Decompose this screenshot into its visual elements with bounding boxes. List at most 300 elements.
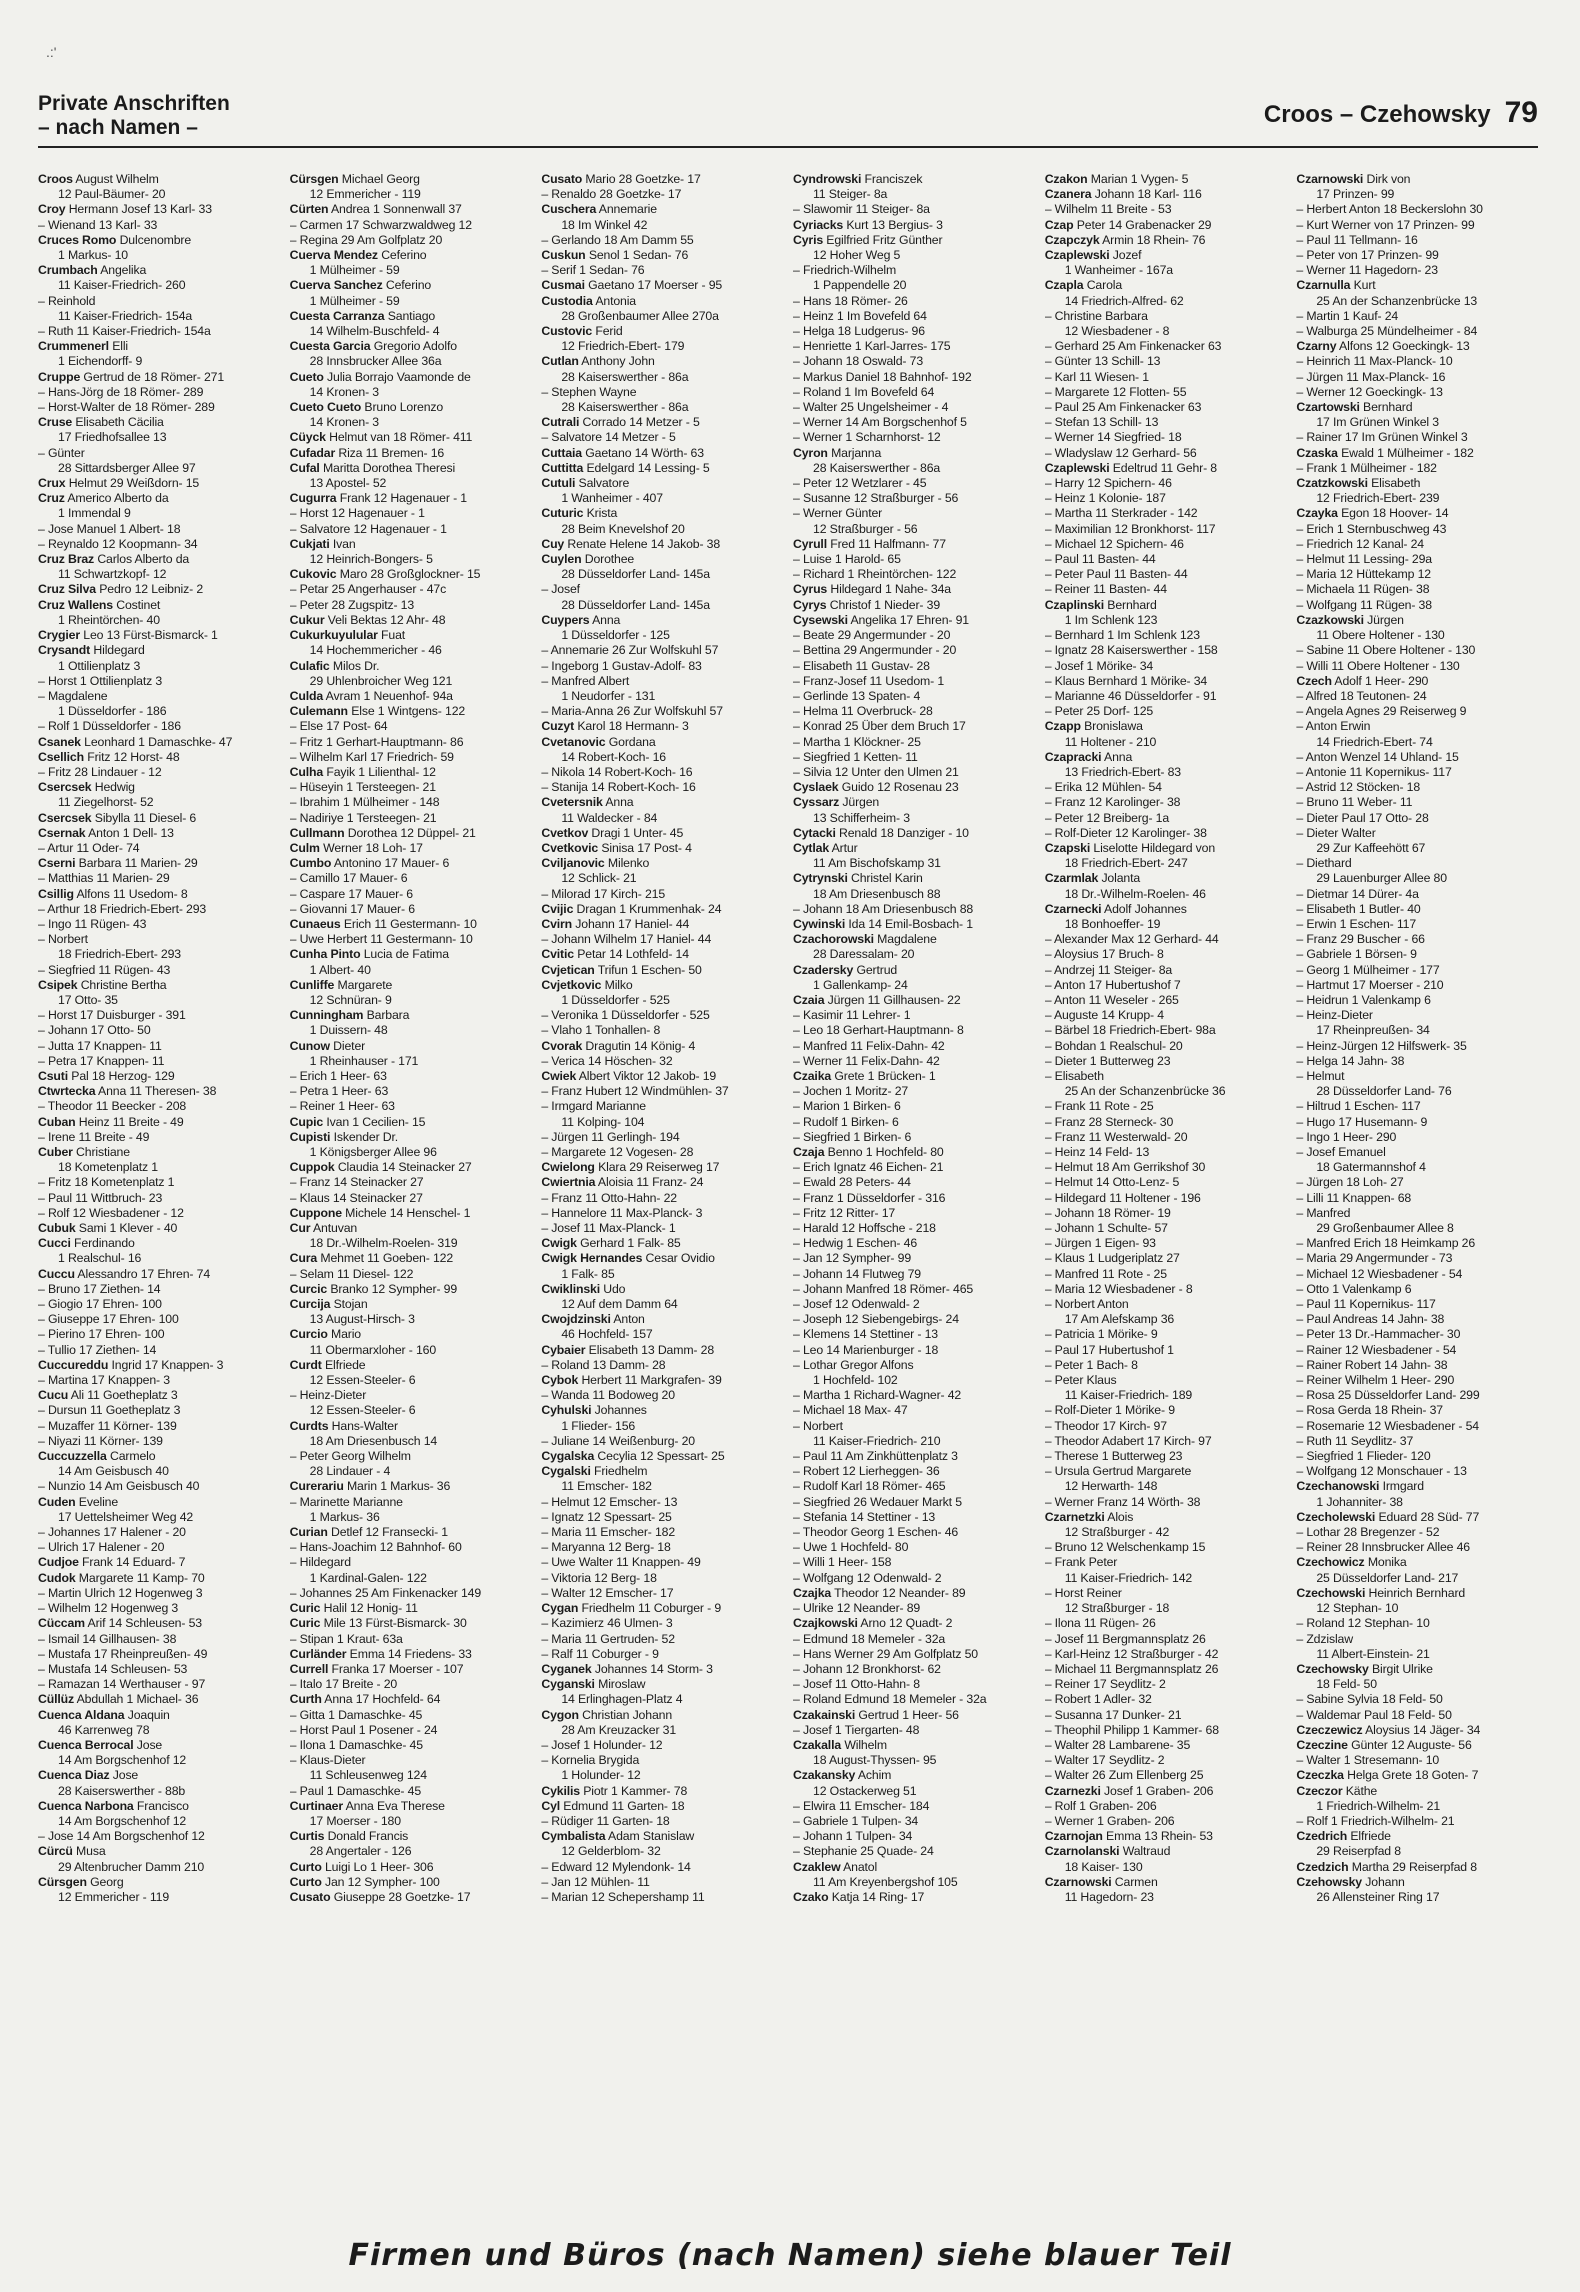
entry-line: – Giuseppe 17 Ehren- 100 — [38, 1312, 179, 1327]
entry-line: – Hans Werner 29 Am Golfplatz 50 — [793, 1646, 979, 1661]
entry-line: – Stephen Wayne — [541, 384, 637, 399]
directory-entry — [38, 1571, 280, 1586]
entry-line — [541, 735, 783, 750]
surname: Cyrys — [793, 597, 827, 612]
surname: Cutrali — [541, 415, 580, 430]
entry-details: Christof 1 Nieder- 39 — [826, 597, 941, 612]
surname: Cygalski — [541, 1464, 591, 1479]
directory-entry — [541, 1495, 783, 1510]
entry-line — [1045, 278, 1287, 293]
directory-entry — [1045, 1753, 1287, 1768]
surname: Czeczor — [1296, 1783, 1343, 1798]
surname: Curcio — [289, 1327, 328, 1342]
entry-line — [290, 567, 532, 582]
surname: Czechowski — [1296, 1585, 1366, 1600]
directory-entry — [793, 993, 1035, 1008]
entry-line: – Paul 17 Hubertushof 1 — [1044, 1342, 1174, 1357]
entry-line: – Reinhold — [38, 293, 96, 308]
entry-line: – Zdzislaw — [1296, 1631, 1353, 1646]
entry-details: Gertrud — [853, 962, 898, 977]
entry-line: – Vlaho 1 Tonhallen- 8 — [541, 1023, 661, 1038]
directory-entry — [793, 765, 1035, 780]
entry-details: Renate Helene 14 Jakob- 38 — [564, 536, 721, 551]
entry-line: – Ramazan 14 Werthauser - 97 — [38, 1677, 206, 1692]
entry-line: – Erwin 1 Eschen- 117 — [1296, 916, 1417, 931]
directory-entry — [290, 735, 532, 750]
entry-details: Alfons 11 Usedom- 8 — [73, 886, 188, 901]
entry-details: Irmgard — [1379, 1479, 1424, 1494]
directory-entry — [38, 674, 280, 689]
entry-details: Krista — [583, 506, 618, 521]
directory-entry — [290, 1267, 532, 1282]
directory-entry — [1045, 339, 1287, 354]
entry-line — [38, 1267, 280, 1282]
directory-entry — [1296, 1099, 1538, 1114]
entry-line — [541, 1373, 783, 1388]
entry-address: 13 Friedrich-Ebert- 83 — [1064, 764, 1181, 779]
entry-line: – Erika 12 Mühlen- 54 — [1044, 780, 1162, 795]
entry-details: Friedhelm — [590, 1464, 648, 1479]
directory-entry — [793, 1160, 1035, 1175]
entry-details: Achim — [855, 1768, 892, 1783]
entry-line: – Jose Manuel 1 Albert- 18 — [38, 521, 181, 536]
entry-line — [1045, 902, 1287, 917]
surname: Czaplewski — [1044, 248, 1110, 263]
directory-entry — [1045, 1540, 1287, 1555]
surname: Cybok — [541, 1373, 579, 1388]
directory-entry — [290, 780, 532, 795]
entry-line — [38, 1236, 280, 1251]
directory-entry — [1045, 1236, 1287, 1251]
entry-line: – Jan 12 Sympher- 99 — [793, 1251, 912, 1266]
section-title-line1: Private Anschriften — [38, 92, 230, 115]
directory-entry — [1045, 476, 1287, 491]
directory-entry — [793, 643, 1035, 658]
directory-entry — [541, 1008, 783, 1023]
directory-entry — [541, 1738, 783, 1753]
surname: Culda — [289, 688, 324, 703]
entry-line: – Peter 13 Dr.-Hammacher- 30 — [1296, 1327, 1461, 1342]
directory-entry — [541, 1814, 783, 1829]
entry-line: – Klemens 14 Stettiner - 13 — [793, 1327, 938, 1342]
directory-entry — [1045, 1784, 1287, 1799]
entry-line — [541, 719, 783, 734]
surname: Cukjati — [289, 536, 330, 551]
entry-address: 18 Bonhoeffer- 19 — [1064, 916, 1161, 931]
entry-line — [541, 1236, 783, 1251]
entry-line — [290, 1890, 532, 1905]
surname: Czarnowski — [1296, 172, 1364, 186]
directory-entry — [793, 430, 1035, 445]
entry-line: – Paul 25 Am Finkenacker 63 — [1044, 400, 1202, 415]
directory-entry — [1045, 704, 1287, 719]
entry-line — [1296, 506, 1538, 521]
directory-entry — [1045, 780, 1287, 795]
entry-line — [290, 1160, 532, 1175]
directory-entry — [1045, 1206, 1287, 1221]
directory-entry — [38, 1206, 280, 1221]
directory-entry — [1296, 932, 1538, 947]
entry-line — [541, 1601, 783, 1616]
entry-line: – Otto 1 Valenkamp 6 — [1296, 1281, 1412, 1296]
entry-details: Antonino 17 Mauer- 6 — [331, 856, 450, 871]
entry-line: – Dieter Paul 17 Otto- 28 — [1296, 810, 1429, 825]
directory-entry — [38, 1145, 280, 1175]
entry-details: Gerhard 1 Falk- 85 — [576, 1236, 681, 1251]
entry-details: Werner 18 Loh- 17 — [319, 840, 423, 855]
entry-line — [541, 461, 783, 476]
entry-details: Donald Francis — [324, 1829, 409, 1844]
entry-address: 29 Lauenburger Allee 80 — [1316, 871, 1447, 886]
entry-details: Fred 11 Halfmann- 77 — [826, 536, 946, 551]
entry-address: 18 Kometenplatz 1 — [58, 1160, 158, 1175]
entry-details: Adam Stanislaw — [605, 1829, 695, 1844]
directory-entry — [290, 659, 532, 689]
entry-details: Mario — [327, 1327, 361, 1342]
entry-address: 28 Düsseldorfer Land- 76 — [1316, 1084, 1452, 1099]
entry-address: 18 Dr.-Wilhelm-Roelen- 46 — [1064, 886, 1206, 901]
directory-entry — [290, 446, 532, 461]
entry-line — [541, 446, 783, 461]
entry-line: – Else 17 Post- 64 — [289, 719, 388, 734]
entry-address: 25 Düsseldorfer Land- 217 — [1316, 1570, 1459, 1585]
entry-line: – Franz 14 Steinacker 27 — [289, 1175, 424, 1190]
entry-line: – Auguste 14 Krupp- 4 — [1044, 1008, 1164, 1023]
entry-details: Theodor 12 Neander- 89 — [831, 1585, 966, 1600]
entry-line: – Peter 12 Breiberg- 1a — [1044, 810, 1170, 825]
entry-line: – Ingo 1 Heer- 290 — [1296, 1129, 1397, 1144]
directory-entry — [290, 1890, 532, 1905]
footer-note: Firmen und Büros (nach Namen) siehe blauer Teil — [348, 2238, 1232, 2273]
entry-line — [541, 1799, 783, 1814]
running-head — [1264, 96, 1538, 130]
directory-entry — [1296, 1130, 1538, 1145]
directory-entry — [1296, 1358, 1538, 1373]
page-header — [38, 88, 1538, 148]
directory-entry — [793, 1403, 1035, 1418]
directory-entry — [38, 1267, 280, 1282]
entry-line: – Marinette Marianne — [289, 1494, 403, 1509]
entry-line: – Robert 12 Lierheggen- 36 — [793, 1464, 940, 1479]
entry-address: 17 Rheinpreußen- 34 — [1316, 1023, 1430, 1038]
entry-line — [1045, 871, 1287, 886]
directory-entry — [38, 1875, 280, 1905]
surname: Cyndrowski — [793, 172, 862, 186]
entry-details: Anton 1 Dell- 13 — [85, 825, 174, 840]
entry-details: Marjanna — [827, 445, 882, 460]
directory-entry — [541, 1373, 783, 1388]
entry-line — [38, 1708, 280, 1723]
directory-entry — [793, 674, 1035, 689]
surname: Czako — [793, 1889, 829, 1904]
entry-details: Dieter — [329, 1038, 366, 1053]
surname: Cwojdzinski — [541, 1312, 611, 1327]
directory-entry — [38, 1373, 280, 1388]
entry-line — [38, 1738, 280, 1753]
directory-entry — [1296, 826, 1538, 856]
directory-entry — [793, 354, 1035, 369]
directory-entry — [1296, 1312, 1538, 1327]
entry-line: – Salvatore 14 Metzer - 5 — [541, 430, 676, 445]
directory-entry — [1045, 978, 1287, 993]
directory-entry — [793, 795, 1035, 825]
entry-details: Edmund 11 Garten- 18 — [560, 1798, 685, 1813]
surname: Cucu — [38, 1388, 69, 1403]
entry-line: – Heinrich 11 Max-Planck- 10 — [1296, 354, 1453, 369]
entry-line: – Horst 12 Hagenauer - 1 — [289, 506, 425, 521]
directory-entry — [38, 1130, 280, 1145]
directory-entry — [1045, 461, 1287, 476]
surname: Cruppe — [38, 369, 81, 384]
entry-address: 12 Emmericher - 119 — [309, 187, 421, 202]
directory-entry — [1296, 1373, 1538, 1388]
entry-line — [290, 841, 532, 856]
entry-line: – Karl-Heinz 12 Straßburger - 42 — [1044, 1646, 1219, 1661]
entry-line — [38, 1358, 280, 1373]
entry-address: 12 Friedrich-Ebert- 239 — [1316, 491, 1440, 506]
entry-address: 1 Kardinal-Galen- 122 — [309, 1570, 427, 1585]
surname: Czaja — [793, 1145, 825, 1159]
entry-address: 18 Im Winkel 42 — [561, 217, 648, 232]
entry-line — [541, 1403, 783, 1418]
surname: Cueto — [289, 369, 324, 384]
entry-details: Halil 12 Honig- 11 — [320, 1601, 418, 1616]
directory-entry — [38, 1647, 280, 1662]
entry-details: Jozef — [1109, 248, 1142, 263]
entry-address: 11 Hagedorn- 23 — [1064, 1889, 1154, 1904]
directory-entry — [290, 1738, 532, 1753]
surname: Cuccu — [38, 1266, 75, 1281]
directory-entry — [38, 1297, 280, 1312]
entry-line: – Heinz-Dieter — [1296, 1008, 1373, 1023]
entry-line — [290, 704, 532, 719]
directory-entry — [1045, 1708, 1287, 1723]
directory-entry — [290, 932, 532, 947]
entry-details: Dirk von — [1363, 172, 1411, 186]
surname: Cytlak — [793, 840, 830, 855]
entry-details: August Wilhelm — [72, 172, 159, 186]
directory-entry — [541, 613, 783, 643]
directory-entry — [290, 978, 532, 1008]
entry-address: 17 Im Grünen Winkel 3 — [1316, 415, 1439, 430]
directory-entry — [290, 567, 532, 582]
entry-address: 25 An der Schanzenbrücke 36 — [1064, 1084, 1226, 1099]
directory-entry — [1296, 1403, 1538, 1418]
entry-details: Francisco — [133, 1798, 189, 1813]
directory-entry — [290, 1008, 532, 1038]
entry-line — [290, 1799, 532, 1814]
surname: Cukurkuyulular — [289, 628, 378, 643]
directory-entry — [1296, 1738, 1538, 1753]
directory-entry — [541, 263, 783, 278]
entry-line: – Franz 11 Westerwald- 20 — [1044, 1129, 1188, 1144]
entry-line — [290, 1419, 532, 1434]
surname: Czech — [1296, 673, 1332, 688]
entry-line — [541, 354, 783, 369]
surname: Curtis — [289, 1829, 325, 1844]
directory-entry — [38, 582, 280, 597]
directory-entry — [290, 1419, 532, 1449]
directory-entry — [1045, 1069, 1287, 1099]
directory-entry — [1296, 887, 1538, 902]
entry-details: Helmut van 18 Römer- 411 — [325, 430, 473, 445]
surname: Curdts — [289, 1418, 329, 1433]
entry-details: Aloisia 11 Franz- 24 — [595, 1175, 704, 1190]
entry-details: Milenko — [604, 856, 650, 871]
entry-line — [793, 218, 1035, 233]
entry-details: Frank 12 Hagenauer - 1 — [336, 491, 467, 506]
directory-column-2 — [290, 172, 532, 2174]
entry-details: Armin 18 Rhein- 76 — [1099, 232, 1206, 247]
entry-line — [290, 856, 532, 871]
surname: Czap — [1044, 217, 1074, 232]
directory-entry — [38, 218, 280, 233]
entry-line: – Petar 25 Angerhauser - 47c — [289, 582, 447, 597]
directory-entry — [793, 309, 1035, 324]
entry-line: – Heidrun 1 Valenkamp 6 — [1296, 992, 1431, 1007]
entry-line — [38, 202, 280, 217]
surname: Cuttaia — [541, 445, 582, 460]
surname: Cruz Braz — [38, 552, 95, 567]
directory-entry — [1296, 1540, 1538, 1555]
entry-line: – Johann 1 Schulte- 57 — [1044, 1221, 1168, 1236]
directory-entry — [38, 1677, 280, 1692]
surname: Cyron — [793, 445, 828, 460]
surname: Cytrynski — [793, 871, 848, 886]
entry-line — [793, 963, 1035, 978]
entry-line: – Johannes 25 Am Finkenacker 149 — [289, 1585, 482, 1600]
surname: Cukur — [289, 612, 325, 627]
entry-details: Fuat — [377, 628, 406, 643]
directory-entry — [290, 202, 532, 217]
directory-entry — [793, 1723, 1035, 1738]
entry-line: – Patricia 1 Mörike- 9 — [1044, 1327, 1158, 1342]
surname: Cuschera — [541, 202, 597, 217]
entry-line: – Irene 11 Breite - 49 — [38, 1129, 150, 1144]
entry-details: Ewald 1 Mülheimer - 182 — [1337, 445, 1474, 460]
entry-details: Ingrid 17 Knappen- 3 — [108, 1357, 224, 1372]
entry-line: – Günter — [38, 445, 85, 460]
directory-column-4 — [793, 172, 1035, 2174]
entry-line — [541, 537, 783, 552]
entry-line: – Maria-Anna 26 Zur Wolfskuhl 57 — [541, 704, 723, 719]
directory-entry — [1296, 1039, 1538, 1054]
entry-line: – Jürgen 1 Eigen- 93 — [1044, 1236, 1156, 1251]
surname: Culafic — [289, 658, 330, 673]
entry-details: Jolanta — [1098, 871, 1141, 886]
entry-line: – Gerlando 18 Am Damm 55 — [541, 232, 694, 247]
surname: Cueto Cueto — [289, 400, 362, 415]
entry-details: Andrea 1 Sonnenwall 37 — [328, 202, 462, 217]
directory-entry — [38, 750, 280, 765]
entry-line — [1045, 750, 1287, 765]
entry-details: Christine Bertha — [77, 977, 167, 992]
directory-entry — [793, 598, 1035, 613]
directory-entry — [1296, 856, 1538, 886]
surname: Cyl — [541, 1798, 561, 1813]
directory-entry — [1045, 218, 1287, 233]
entry-line: – Wolfgang 12 Odenwald- 2 — [793, 1570, 942, 1585]
entry-details: Pal 18 Herzog- 129 — [68, 1068, 175, 1083]
entry-details: Käthe — [1342, 1783, 1378, 1798]
entry-line: – Selam 11 Diesel- 122 — [289, 1266, 414, 1281]
entry-details: Edeltrud 11 Gehr- 8 — [1109, 460, 1217, 475]
surname: Curtinaer — [289, 1798, 343, 1813]
entry-line — [1296, 1875, 1538, 1890]
entry-details: Alessandro 17 Ehren- 74 — [74, 1266, 211, 1281]
directory-entry — [793, 1069, 1035, 1084]
entry-line — [1296, 400, 1538, 415]
directory-entry — [1045, 1799, 1287, 1814]
entry-line: – Marian 12 Schepershamp 11 — [541, 1889, 705, 1904]
directory-entry — [1296, 1175, 1538, 1190]
directory-entry — [1296, 1008, 1538, 1038]
entry-line: – Theophil Philipp 1 Kammer- 68 — [1044, 1722, 1219, 1737]
entry-line — [541, 841, 783, 856]
directory-entry — [38, 1844, 280, 1874]
entry-address: 18 Kaiser- 130 — [1064, 1859, 1143, 1874]
page-number: 79 — [1504, 96, 1538, 129]
entry-details: Anna Eva Therese — [343, 1798, 445, 1813]
directory-entry — [290, 1723, 532, 1738]
directory-entry — [793, 415, 1035, 430]
directory-entry — [541, 795, 783, 825]
directory-entry — [1045, 1510, 1287, 1540]
directory-entry — [1045, 1434, 1287, 1449]
directory-entry — [1045, 537, 1287, 552]
directory-entry — [1045, 1647, 1287, 1662]
entry-details: Christian Johann — [578, 1707, 673, 1722]
surname: Cuttitta — [541, 460, 584, 475]
entry-line — [541, 917, 783, 932]
entry-line: – Helma 11 Overbruck- 28 — [793, 704, 933, 719]
entry-details: Milko — [601, 977, 633, 992]
directory-entry — [1296, 1419, 1538, 1434]
entry-line: – Stefania 14 Stettiner - 13 — [793, 1509, 936, 1524]
entry-line: – Helga 14 Jahn- 38 — [1296, 1053, 1405, 1068]
entry-line: – Helmut — [1296, 1068, 1345, 1083]
surname: Cvjetican — [541, 962, 595, 977]
entry-line: – Paul 11 Kopernikus- 117 — [1296, 1297, 1436, 1312]
directory-entry — [793, 552, 1035, 567]
entry-line: – Maria 11 Emscher- 182 — [541, 1525, 676, 1540]
entry-details: Birgit Ulrike — [1368, 1661, 1433, 1676]
surname: Czaplewski — [1044, 460, 1110, 475]
entry-details: Michael Georg — [338, 172, 420, 186]
directory-entry — [290, 400, 532, 430]
entry-address: 12 Straßburger - 42 — [1064, 1525, 1170, 1540]
directory-entry — [1045, 659, 1287, 674]
entry-line — [290, 826, 532, 841]
directory-entry — [38, 856, 280, 871]
entry-line: – Willi 11 Obere Holtener - 130 — [1296, 658, 1460, 673]
entry-details: Anthony John — [578, 354, 655, 369]
entry-details: Salvatore — [575, 476, 630, 491]
entry-line: – Uwe Herbert 11 Gestermann- 10 — [289, 932, 473, 947]
directory-entry — [290, 765, 532, 780]
entry-line: – Wilhelm 11 Breite - 53 — [1044, 202, 1172, 217]
directory-entry — [793, 1495, 1035, 1510]
directory-entry — [541, 1784, 783, 1799]
directory-entry — [541, 704, 783, 719]
entry-line: – Rolf 12 Wiesbadener - 12 — [38, 1205, 184, 1220]
directory-entry — [38, 1768, 280, 1798]
entry-details: Liselotte Hildegard von — [1090, 840, 1216, 855]
entry-details: Klara 29 Reiserweg 17 — [594, 1160, 720, 1175]
entry-details: Luigi Lo 1 Heer- 306 — [321, 1859, 434, 1874]
entry-line — [1296, 1738, 1538, 1753]
entry-line: – Sabine Sylvia 18 Feld- 50 — [1296, 1692, 1443, 1707]
